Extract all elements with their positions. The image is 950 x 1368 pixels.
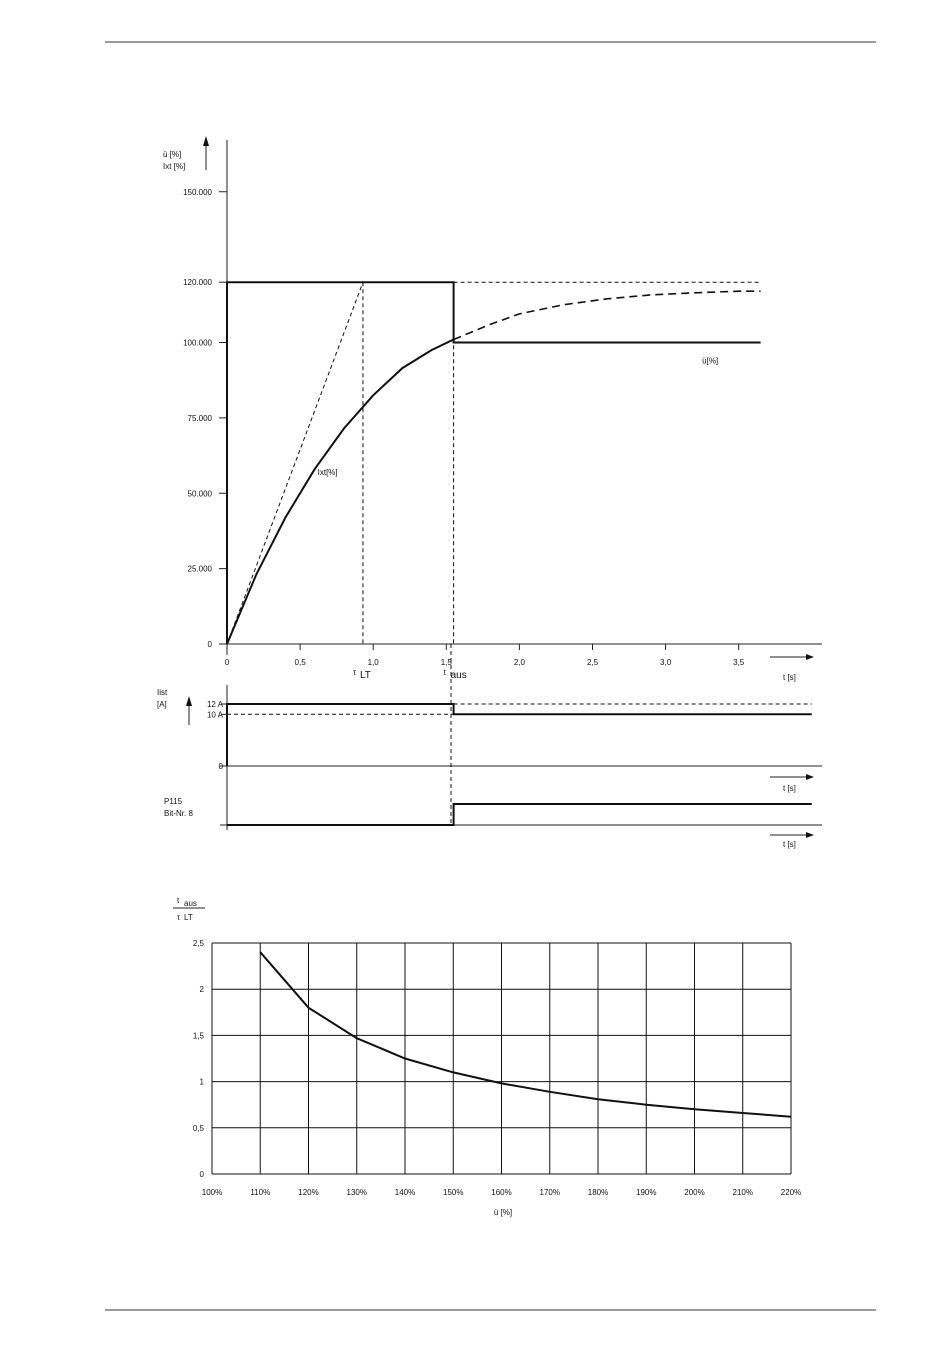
c2-series-group (227, 704, 812, 766)
c4-x-tick-label-7: 170% (539, 1188, 560, 1197)
c4-y-tick-label-0: 0 (199, 1170, 204, 1179)
c1-y-tick-label-1: 25.000 (187, 564, 212, 574)
c1-annotation-ixt: Ixt[%] (317, 468, 338, 478)
c2-y-arrow-head (186, 696, 192, 706)
c3-series-0 (227, 804, 812, 825)
c2-xlabel: t [s] (783, 784, 796, 793)
c4-ylabel-den-sub: LT (184, 913, 193, 922)
c1-x-tick-label-7: 3,5 (733, 658, 745, 667)
c4-series-group (260, 952, 791, 1116)
c1-x-tick-label-3: 1,5 (440, 658, 452, 667)
c1-xlabel: t [s] (783, 673, 796, 682)
c4-ylabel-den: τ (177, 913, 181, 922)
c1-series-2 (454, 291, 761, 339)
c1-y-tick-label-5: 120.000 (183, 278, 212, 288)
c1-y-ticks (183, 188, 227, 649)
c2-y-tick-label-1: 10 A (206, 710, 223, 720)
c4-y-tick-label-2: 1 (199, 1077, 204, 1087)
c1-marker-label-1: t (443, 668, 446, 677)
c2-x-arrow-head (806, 774, 814, 780)
c4-y-tick-label-1: 0,5 (192, 1123, 204, 1133)
c4-x-tick-label-3: 130% (346, 1188, 367, 1197)
c4-ylabel-main-sub: aus (184, 899, 197, 908)
c4-x-tick-label-1: 110% (250, 1188, 271, 1197)
c1-y-tick-label-3: 75.000 (187, 413, 212, 423)
c4-y-ticks (193, 939, 205, 1179)
c1-series-group (227, 282, 761, 644)
c1-x-tick-label-1: 0,5 (294, 658, 306, 667)
c4-x-tick-label-4: 140% (394, 1188, 416, 1197)
c2-ylabel-line-1: [A] (157, 700, 167, 709)
c1-x-tick-label-5: 2,5 (586, 658, 599, 667)
status-bit-chart (164, 797, 822, 849)
current-chart (157, 685, 822, 830)
c1-x-tick-label-2: 1,0 (367, 658, 379, 667)
c4-xlabel: ü [%] (493, 1208, 513, 1217)
c3-ylabel-line-1: Bit-Nr. 8 (164, 809, 193, 818)
c4-x-tick-label-2: 120% (298, 1188, 319, 1197)
c4-x-ticks (202, 1188, 801, 1197)
c2-y-ticks (207, 700, 227, 771)
c1-x-arrow-head (806, 654, 814, 660)
c1-marker-label-0: τ (352, 668, 357, 677)
c3-ylabel-line-0: P115 (164, 797, 183, 806)
c1-x-ticks (225, 644, 745, 667)
c4-x-tick-label-8: 180% (587, 1188, 609, 1197)
c1-ylabel-line-1: Ixt [%] (163, 162, 186, 171)
c4-x-tick-label-11: 210% (732, 1188, 753, 1197)
c2-y-tick-label-0: 0 (218, 762, 223, 771)
c1-x-tick-label-4: 2,0 (513, 658, 525, 667)
c4-y-tick-label-3: 1,5 (192, 1031, 204, 1041)
c4-series-0 (260, 952, 791, 1116)
c1-x-tick-label-6: 3,0 (660, 658, 672, 667)
c4-grid (212, 943, 791, 1174)
c2-y-tick-label-2: 12 A (206, 699, 223, 709)
c4-x-tick-label-5: 150% (443, 1188, 464, 1197)
ratio-chart (173, 896, 801, 1217)
c4-y-tick-label-4: 2 (199, 985, 204, 995)
c1-ylabel-line-0: ü [%] (163, 150, 182, 159)
c2-ylabel-line-0: Iist (157, 688, 168, 697)
c3-series-group (227, 804, 812, 825)
c1-y-tick-label-4: 100.000 (183, 338, 212, 348)
c1-series-3 (227, 282, 363, 644)
c4-ylabel-main: t (177, 896, 180, 905)
c2-series-0 (227, 704, 812, 766)
c1-y-tick-label-6: 150.000 (183, 187, 212, 197)
c4-x-tick-label-12: 220% (780, 1188, 802, 1197)
c3-xlabel: t [s] (783, 840, 796, 849)
c4-x-tick-label-9: 190% (636, 1188, 657, 1197)
c3-x-arrow-head (806, 832, 814, 838)
c4-x-tick-label-6: 160% (491, 1188, 512, 1197)
c1-series-0 (227, 282, 761, 644)
c1-y-tick-label-0: 0 (207, 640, 212, 649)
c1-y-tick-label-2: 50.000 (187, 489, 212, 499)
overload-chart (163, 136, 822, 682)
c1-annotation-ue: ü[%] (702, 356, 719, 366)
c4-y-tick-label-5: 2,5 (192, 939, 204, 948)
c1-x-tick-label-0: 0 (224, 658, 230, 667)
c1-marker-sub-0: LT (359, 670, 371, 681)
c4-x-tick-label-0: 100% (201, 1188, 223, 1197)
c1-marker-sub-1: aus (450, 670, 467, 681)
c1-series-1 (227, 340, 454, 645)
c4-x-tick-label-10: 200% (684, 1188, 705, 1197)
c1-y-arrow-head (203, 136, 209, 146)
